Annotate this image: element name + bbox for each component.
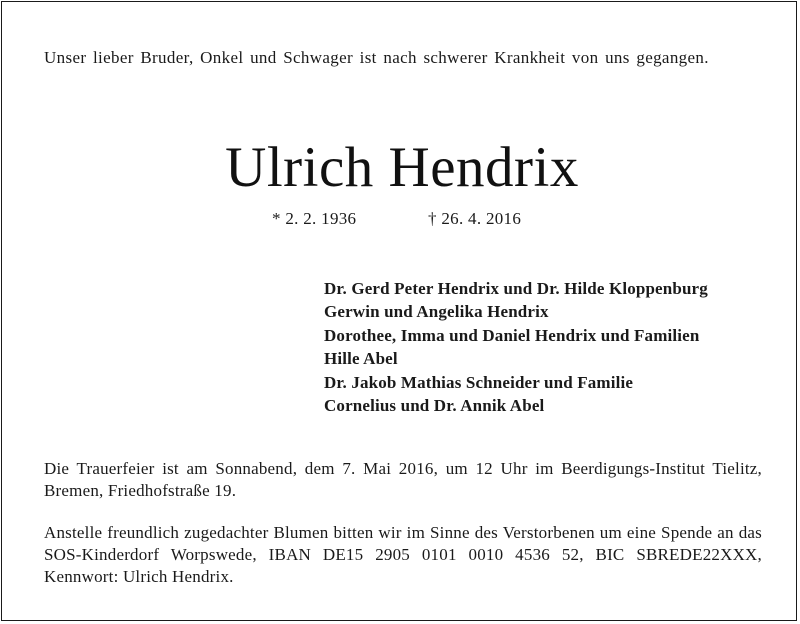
donation-text: Anstelle freundlich zugedachter Blumen bitten wir im Sinne des Verstorbenen um eine Spende an das SOS-Kinderdorf Worpswede, IBAN DE15 2905 0101 0010 4536 52, BIC SBREDE22XXX, Kennwort: Ulrich Hendrix. [44,523,762,586]
intro-text: Unser lieber Bruder, Onkel und Schwager ist nach schwerer Krankheit von uns gegangen. [44,48,709,67]
mourner-entry: Gerwin und Angelika Hendrix [324,302,549,322]
obituary-notice [1,1,797,621]
birth-date: * 2. 2. 1936 [272,209,357,228]
deceased-name: Ulrich Hendrix [225,136,579,199]
funeral-service-text: Die Trauerfeier ist am Sonnabend, dem 7. Mai 2016, um 12 Uhr im Beerdigungs-Institut Tielitz, Bremen, Friedhofstraße 19. [44,459,762,500]
mourner-entry: Dr. Jakob Mathias Schneider und Familie [324,372,634,392]
mourner-entry: Hille Abel [324,349,398,369]
mourner-entry: Cornelius und Dr. Annik Abel [324,396,545,416]
mourner-entry: Dr. Gerd Peter Hendrix und Dr. Hilde Kloppenburg [324,279,708,298]
mourner-entry: Dorothee, Imma und Daniel Hendrix und Familien [324,325,700,345]
mourners-list [324,277,708,417]
death-date: † 26. 4. 2016 [428,209,522,228]
